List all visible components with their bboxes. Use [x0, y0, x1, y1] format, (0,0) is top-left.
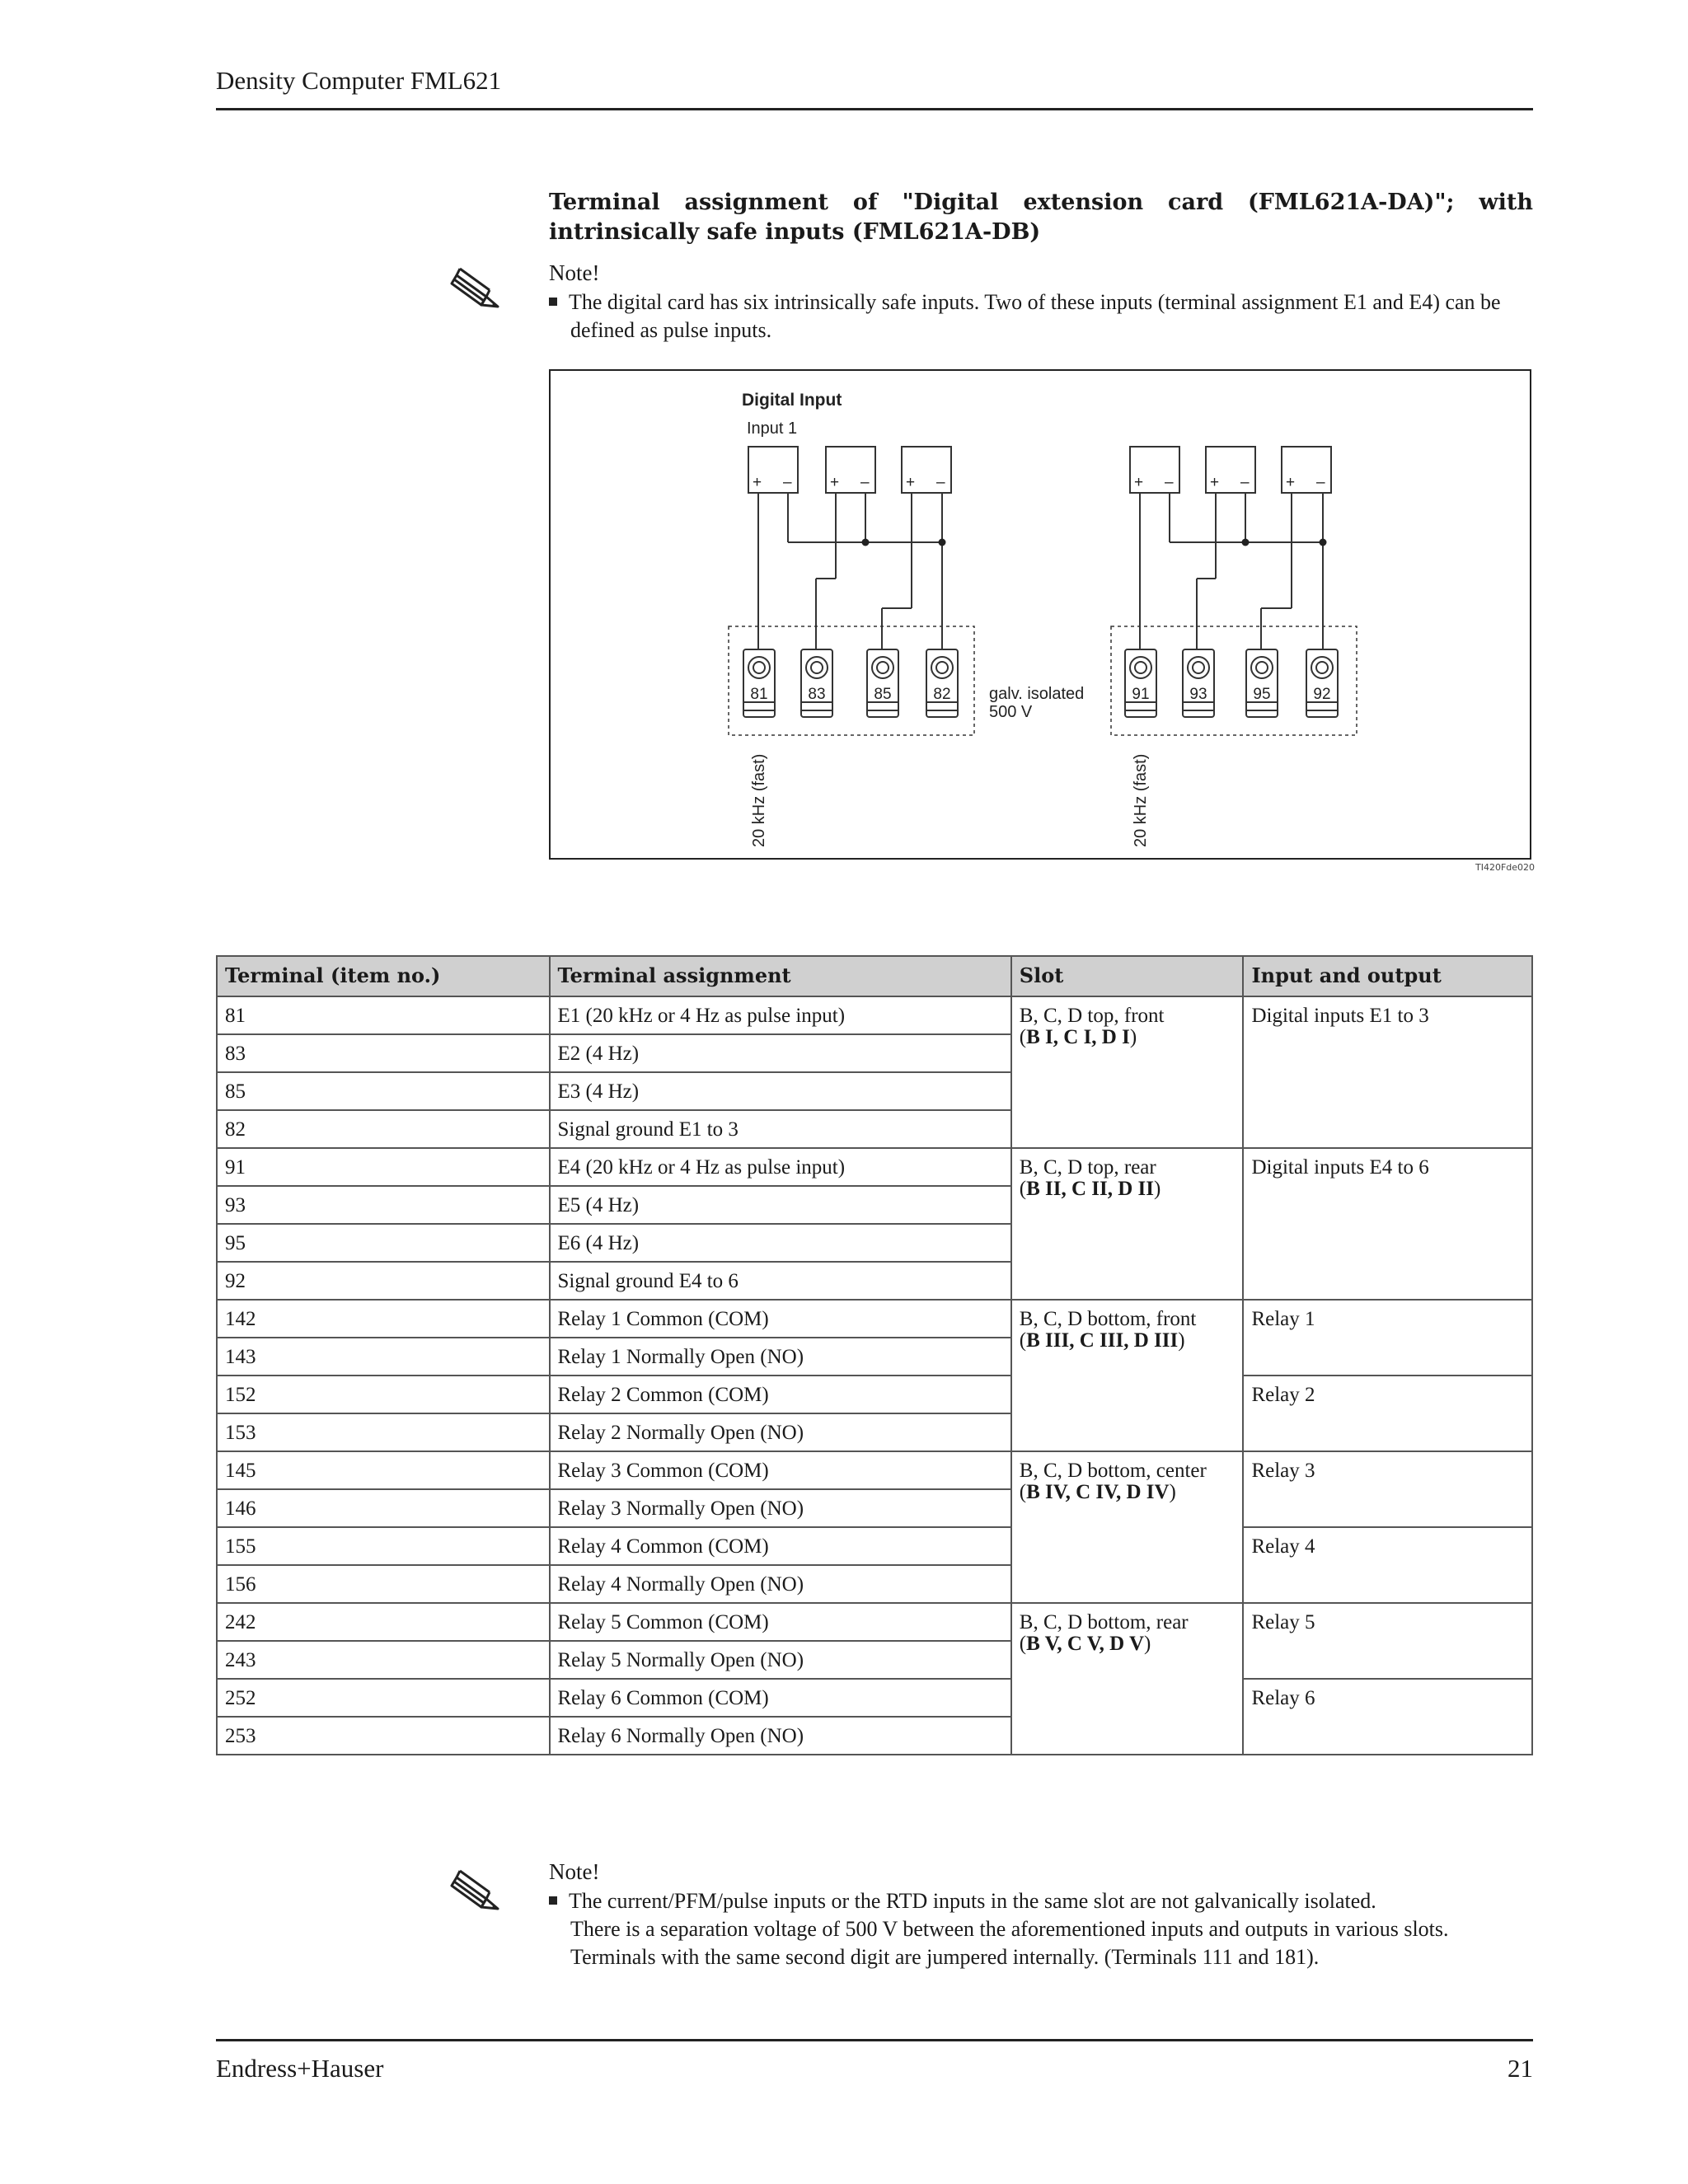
header-rule [216, 108, 1533, 110]
note-body: The digital card has six intrinsically safe inputs. Two of these inputs (terminal assignment E1 and E4) can be defined as pulse inputs. [569, 290, 1501, 342]
terminal-number-cell: 85 [217, 1072, 550, 1110]
terminal-number-cell: 82 [217, 1110, 550, 1148]
terminal-number-cell: 243 [217, 1641, 550, 1679]
slot-position: B, C, D bottom, front [1019, 1308, 1197, 1330]
table-row [217, 1679, 1532, 1717]
table-row [217, 1300, 1532, 1338]
column-header: Slot [1011, 956, 1244, 996]
terminal-assignment-cell: E5 (4 Hz) [550, 1186, 1011, 1224]
terminal-assignment-cell: E1 (20 kHz or 4 Hz as pulse input) [550, 996, 1011, 1034]
terminal-assignment-cell: Relay 4 Normally Open (NO) [550, 1565, 1011, 1603]
plus-sign: + [753, 474, 762, 491]
input-output-cell: Relay 3 [1243, 1451, 1532, 1527]
slot-position: B, C, D bottom, center [1019, 1460, 1207, 1482]
terminal-table [216, 955, 1533, 1755]
table-row [217, 1451, 1532, 1489]
terminal-number-cell: 253 [217, 1717, 550, 1755]
input-output-cell: Relay 2 [1243, 1376, 1532, 1451]
terminal-number: 81 [750, 686, 768, 703]
terminal-number: 93 [1189, 686, 1207, 703]
terminal-assignment-cell: Relay 6 Common (COM) [550, 1679, 1011, 1717]
terminal-number-cell: 83 [217, 1034, 550, 1072]
terminal-number-cell: 252 [217, 1679, 550, 1717]
fast-input-label: 20 kHz (fast) [1132, 753, 1150, 847]
note-text [549, 288, 1533, 344]
terminal-number-cell: 93 [217, 1186, 550, 1224]
slot-codes: (B III, C III, D III) [1019, 1329, 1185, 1352]
terminal-assignment-cell: Relay 1 Normally Open (NO) [550, 1338, 1011, 1376]
note-label: Note! [549, 260, 600, 285]
terminal-number-cell: 155 [217, 1527, 550, 1565]
note-line: There is a separation voltage of 500 V between the aforementioned inputs and outputs in various slots. [570, 1917, 1449, 1941]
terminal-assignment-cell: E6 (4 Hz) [550, 1224, 1011, 1262]
minus-sign: – [783, 474, 792, 491]
column-header: Input and output [1243, 956, 1532, 996]
slot-codes: (B II, C II, D II) [1019, 1178, 1161, 1200]
slot-position: B, C, D top, front [1019, 1005, 1165, 1027]
terminal-assignment-cell: Relay 3 Normally Open (NO) [550, 1489, 1011, 1527]
slot-codes: (B V, C V, D V) [1019, 1633, 1151, 1655]
terminal-number-cell: 156 [217, 1565, 550, 1603]
isolation-label: galv. isolated [989, 685, 1085, 703]
table-row [217, 1603, 1532, 1641]
table-row [217, 1527, 1532, 1565]
diagram-title: Digital Input [742, 391, 842, 410]
slot-position: B, C, D bottom, rear [1019, 1611, 1189, 1633]
terminal-assignment-cell: Relay 1 Common (COM) [550, 1300, 1011, 1338]
slot-cell [1011, 1148, 1244, 1300]
slot-codes: (B IV, C IV, D IV) [1019, 1481, 1176, 1503]
minus-sign: – [1165, 474, 1174, 491]
terminal-number: 83 [808, 686, 826, 703]
minus-sign: – [860, 474, 870, 491]
minus-sign: – [1316, 474, 1325, 491]
input-output-cell: Relay 1 [1243, 1300, 1532, 1376]
terminal-assignment-cell: Relay 6 Normally Open (NO) [550, 1717, 1011, 1755]
terminal-number-cell: 145 [217, 1451, 550, 1489]
terminal-assignment-cell: E3 (4 Hz) [550, 1072, 1011, 1110]
plus-sign: + [830, 474, 840, 491]
section-title: Terminal assignment of "Digital extension card (FML621A-DA)"; with intrinsically safe inputs (FML621A-DB) [549, 190, 1533, 245]
slot-cell [1011, 1451, 1244, 1603]
terminal-assignment-cell: Relay 5 Normally Open (NO) [550, 1641, 1011, 1679]
terminal-assignment-cell: Relay 5 Common (COM) [550, 1603, 1011, 1641]
footer-brand: Endress+Hauser [216, 2054, 384, 2083]
terminal-number: 85 [874, 686, 892, 703]
terminal-number: 82 [933, 686, 951, 703]
running-header: Density Computer FML621 [216, 66, 502, 95]
minus-sign: – [936, 474, 945, 491]
terminal-number-cell: 91 [217, 1148, 550, 1186]
bullet-icon [549, 298, 557, 306]
column-header: Terminal (item no.) [217, 956, 550, 996]
input-label: Input 1 [747, 419, 798, 438]
slot-cell [1011, 996, 1244, 1148]
table-row [217, 996, 1532, 1034]
terminal-number-cell: 92 [217, 1262, 550, 1300]
isolation-voltage: 500 V [989, 703, 1033, 721]
table-header-row [217, 956, 1532, 996]
figure-id: TI420Fde020 [1475, 862, 1536, 873]
table-row [217, 1148, 1532, 1186]
plus-sign: + [906, 474, 916, 491]
terminal-assignment-cell: E2 (4 Hz) [550, 1034, 1011, 1072]
terminal-assignment-cell: Relay 2 Normally Open (NO) [550, 1413, 1011, 1451]
wiring-diagram-svg [551, 371, 1530, 858]
terminal-number-cell: 153 [217, 1413, 550, 1451]
terminal-assignment-cell: Signal ground E1 to 3 [550, 1110, 1011, 1148]
slot-cell [1011, 1300, 1244, 1451]
note-line: Terminals with the same second digit are jumpered internally. (Terminals 111 and 181). [570, 1945, 1320, 1969]
pencil-note-icon [445, 1859, 504, 1919]
terminal-number: 95 [1253, 686, 1271, 703]
plus-sign: + [1210, 474, 1220, 491]
fast-input-label: 20 kHz (fast) [750, 753, 768, 847]
footer-rule [216, 2039, 1533, 2041]
slot-position: B, C, D top, rear [1019, 1156, 1156, 1179]
terminal-assignment-cell: Relay 2 Common (COM) [550, 1376, 1011, 1413]
terminal-number-cell: 146 [217, 1489, 550, 1527]
minus-sign: – [1240, 474, 1250, 491]
terminal-number-cell: 143 [217, 1338, 550, 1376]
terminal-number-cell: 242 [217, 1603, 550, 1641]
terminal-number: 92 [1313, 686, 1331, 703]
note-line: The current/PFM/pulse inputs or the RTD inputs in the same slot are not galvanically isolated. [569, 1889, 1376, 1913]
input-output-cell: Relay 5 [1243, 1603, 1532, 1679]
slot-cell [1011, 1603, 1244, 1755]
plus-sign: + [1286, 474, 1296, 491]
note-text [549, 1887, 1533, 1971]
terminal-assignment-cell: Signal ground E4 to 6 [550, 1262, 1011, 1300]
terminal-number-cell: 152 [217, 1376, 550, 1413]
terminal-assignment-cell: Relay 3 Common (COM) [550, 1451, 1011, 1489]
terminal-number-cell: 142 [217, 1300, 550, 1338]
input-output-cell: Relay 4 [1243, 1527, 1532, 1603]
terminal-assignment-cell: E4 (20 kHz or 4 Hz as pulse input) [550, 1148, 1011, 1186]
plus-sign: + [1134, 474, 1144, 491]
input-output-cell: Relay 6 [1243, 1679, 1532, 1755]
bullet-icon [549, 1896, 557, 1905]
page-number: 21 [1507, 2054, 1533, 2083]
note-label: Note! [549, 1859, 600, 1884]
slot-codes: (B I, C I, D I) [1019, 1026, 1137, 1048]
wiring-diagram [549, 369, 1531, 860]
terminal-number-cell: 81 [217, 996, 550, 1034]
pencil-note-icon [445, 257, 504, 316]
input-output-cell: Digital inputs E4 to 6 [1243, 1148, 1532, 1300]
input-output-cell: Digital inputs E1 to 3 [1243, 996, 1532, 1148]
column-header: Terminal assignment [550, 956, 1011, 996]
terminal-assignment-cell: Relay 4 Common (COM) [550, 1527, 1011, 1565]
terminal-number: 91 [1132, 686, 1150, 703]
terminal-number-cell: 95 [217, 1224, 550, 1262]
table-row [217, 1376, 1532, 1413]
